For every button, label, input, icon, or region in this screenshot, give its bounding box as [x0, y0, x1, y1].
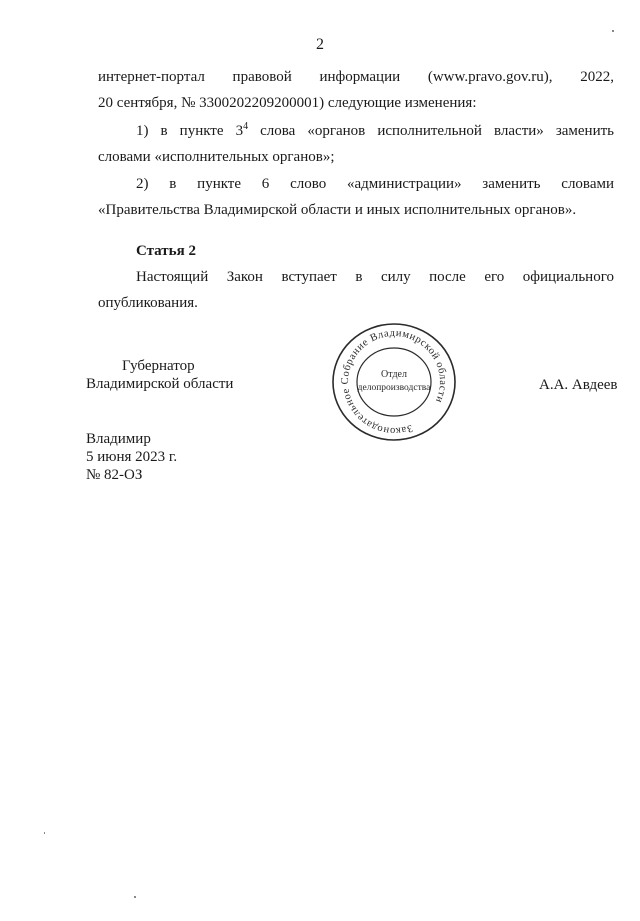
item1-superscript: 4 — [243, 121, 249, 132]
stamp-seal-icon — [330, 320, 458, 444]
page-number: 2 — [316, 36, 324, 53]
scan-speck — [44, 832, 45, 834]
item2-line-1: 2) в пункте 6 слово «администрации» заменить словами — [136, 176, 614, 192]
amendment-item-1 — [98, 118, 614, 170]
amendment-item-2 — [98, 171, 614, 223]
intro-line-1: интернет-портал правовой информации (www.pravo.gov.ru), 2022, — [98, 69, 614, 85]
item1-line-1-rest: слова «органов исполнительной власти» заменить — [248, 123, 614, 139]
scan-speck — [134, 896, 136, 898]
footer-law-number: № 82-ОЗ — [86, 467, 143, 483]
item1-line-2: словами «исполнительных органов»; — [98, 149, 335, 165]
article-line-2: опубликования. — [98, 295, 198, 311]
article-2 — [98, 238, 614, 316]
item1-prefix: 1) в пункте 3 — [136, 123, 244, 139]
governor-name: А.А. Авдеев — [539, 377, 618, 393]
intro-line-2: 20 сентября, № 3300202209200001) следующие изменения: — [98, 95, 477, 111]
intro-paragraph — [98, 64, 614, 116]
article-line-1: Настоящий Закон вступает в силу после его официального — [136, 269, 614, 285]
footer-date: 5 июня 2023 г. — [86, 449, 178, 465]
official-stamp — [330, 320, 458, 444]
governor-title-line-1: Губернатор — [122, 358, 195, 374]
stamp-center-line-1: Отдел — [381, 369, 407, 380]
item1-line-1 — [98, 118, 614, 144]
governor-title-line-2: Владимирской области — [86, 376, 234, 392]
article-title: Статья 2 — [136, 243, 196, 259]
svg-text:Законодательное Собрание Влади — [330, 320, 458, 444]
scan-speck — [612, 30, 614, 32]
stamp-ring-text: Законодательное Собрание Владимирской области — [339, 327, 449, 437]
footer-city: Владимир — [86, 431, 151, 447]
item2-line-2: «Правительства Владимирской области и иных исполнительных органов». — [98, 202, 577, 218]
stamp-center-line-2: делопроизводства — [357, 383, 431, 393]
